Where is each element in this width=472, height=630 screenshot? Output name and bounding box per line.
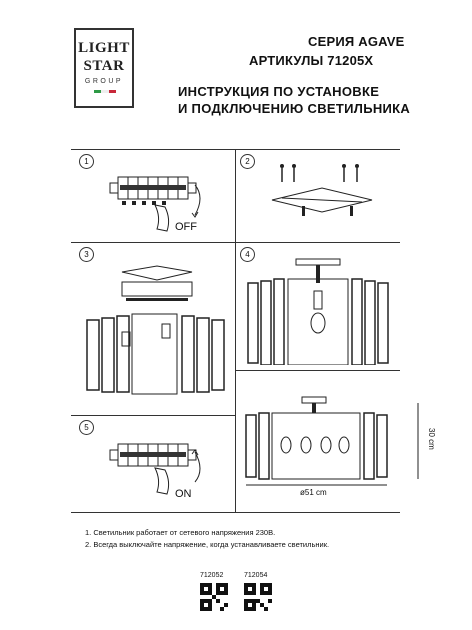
- dimension-height: 30 cm: [427, 428, 436, 450]
- qr-code-icon: [244, 583, 272, 611]
- step-number-2: 2: [240, 154, 255, 169]
- logo-text-light: LIGHT: [78, 40, 130, 56]
- breaker-on-illustration: [100, 432, 215, 502]
- dimensions-illustration: [240, 395, 430, 490]
- italian-flag-icon: [94, 90, 116, 93]
- qr-code-icon: [200, 583, 228, 611]
- instruction-title-line2: И ПОДКЛЮЧЕНИЮ СВЕТИЛЬНИКА: [178, 101, 411, 116]
- article-code-712052: 712052: [200, 572, 224, 579]
- chandelier-front-illustration: [244, 255, 394, 365]
- step-number-1: 1: [79, 154, 94, 169]
- dimension-width: ø51 cm: [300, 488, 327, 497]
- articles-title: АРТИКУЛЫ 71205X: [249, 53, 374, 68]
- instruction-title-line1: ИНСТРУКЦИЯ ПО УСТАНОВКЕ: [178, 84, 380, 99]
- step-number-4: 4: [240, 247, 255, 262]
- brand-logo: [74, 28, 134, 108]
- note-item: 2. Всегда выключайте напряжение, когда устанавливаете светильник.: [85, 540, 330, 549]
- note-item: 1. Светильник работает от сетевого напряжения 230В.: [85, 528, 276, 537]
- breaker-off-illustration: [100, 165, 215, 235]
- logo-text-group: GROUP: [84, 78, 124, 85]
- logo-text-star: STAR: [83, 58, 125, 74]
- article-code-712054: 712054: [244, 572, 268, 579]
- step1-off-label: OFF: [175, 221, 197, 233]
- mounting-plate-illustration: [262, 160, 382, 235]
- step-number-3: 3: [79, 247, 94, 262]
- series-title: СЕРИЯ AGAVE: [308, 34, 405, 49]
- step5-on-label: ON: [175, 488, 192, 500]
- step-number-5: 5: [79, 420, 94, 435]
- assembly-illustration: [82, 262, 232, 407]
- notes-block: [85, 527, 329, 551]
